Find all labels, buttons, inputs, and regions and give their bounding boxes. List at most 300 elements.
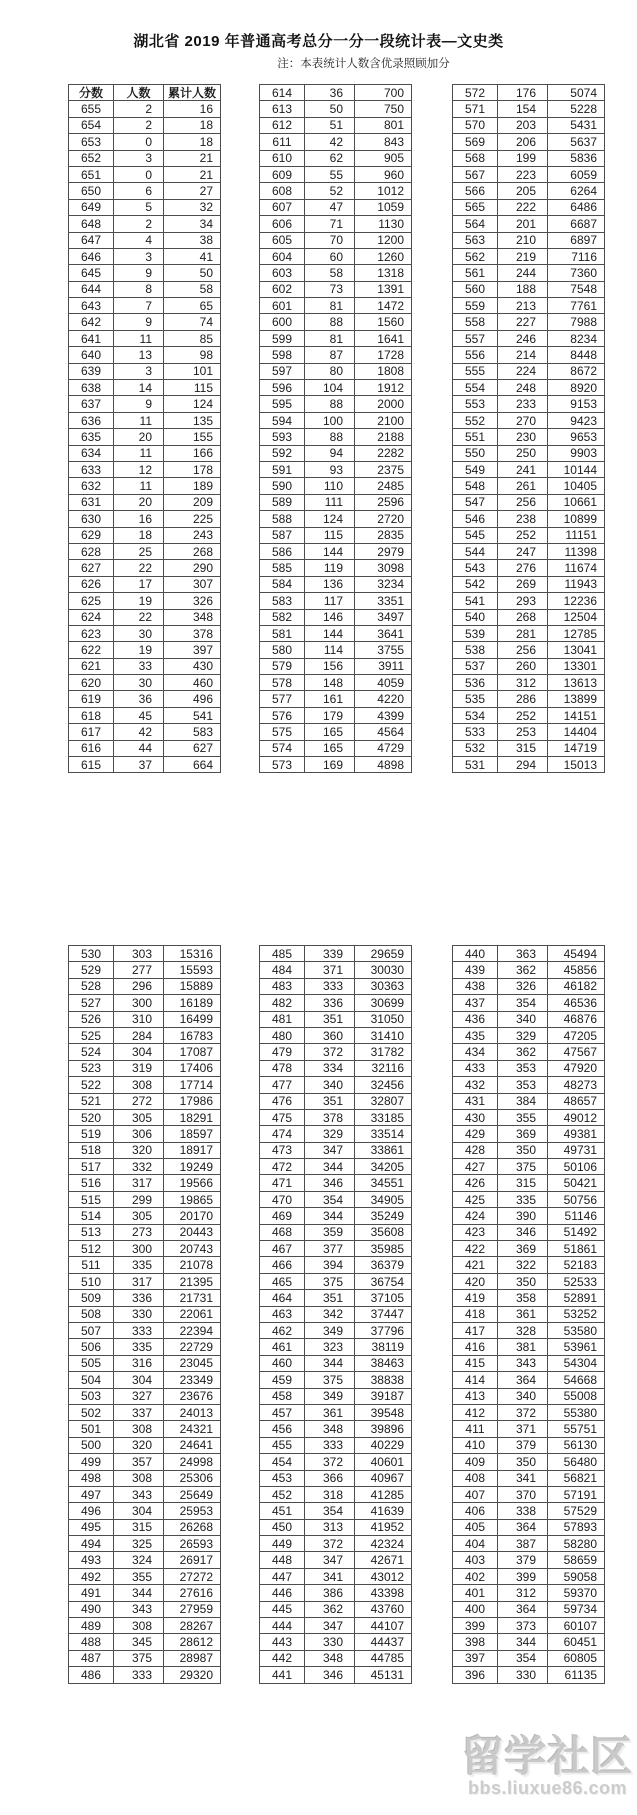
- cell-cumulative: 31050: [355, 1011, 412, 1027]
- cell-count: 17: [114, 576, 164, 592]
- cell-score: 484: [260, 962, 305, 978]
- score-table: [259, 84, 412, 773]
- cell-count: 296: [114, 978, 164, 994]
- cell-score: 423: [453, 1224, 498, 1240]
- cell-cumulative: 32116: [355, 1060, 412, 1076]
- column-header: 累计人数: [164, 85, 221, 101]
- table-row: [260, 962, 412, 978]
- cell-cumulative: 496: [164, 691, 221, 707]
- cell-score: 501: [69, 1421, 114, 1437]
- cell-score: 473: [260, 1142, 305, 1158]
- cell-count: 313: [305, 1519, 355, 1535]
- table-row: [453, 1421, 605, 1437]
- table-row: [260, 740, 412, 756]
- cell-score: 559: [453, 298, 498, 314]
- cell-score: 481: [260, 1011, 305, 1027]
- cell-cumulative: 13613: [548, 675, 605, 691]
- cell-score: 399: [453, 1618, 498, 1634]
- cell-count: 381: [498, 1339, 548, 1355]
- cell-cumulative: 59058: [548, 1568, 605, 1584]
- cell-score: 482: [260, 995, 305, 1011]
- cell-count: 247: [498, 543, 548, 559]
- table-row: [69, 166, 221, 182]
- cell-cumulative: 11674: [548, 560, 605, 576]
- cell-count: 347: [305, 1552, 355, 1568]
- cell-score: 617: [69, 724, 114, 740]
- cell-count: 8: [114, 281, 164, 297]
- cell-cumulative: 5431: [548, 117, 605, 133]
- table-row: [69, 1618, 221, 1634]
- cell-cumulative: 460: [164, 675, 221, 691]
- table-row: [453, 1322, 605, 1338]
- cell-cumulative: 41285: [355, 1486, 412, 1502]
- table-row: [260, 494, 412, 510]
- cell-count: 268: [498, 609, 548, 625]
- cell-score: 586: [260, 543, 305, 559]
- cell-count: 0: [114, 134, 164, 150]
- cell-cumulative: 17087: [164, 1044, 221, 1060]
- cell-cumulative: 9423: [548, 412, 605, 428]
- cell-count: 14: [114, 380, 164, 396]
- cell-count: 354: [305, 1503, 355, 1519]
- table-row: [69, 1536, 221, 1552]
- cell-count: 303: [114, 946, 164, 962]
- cell-count: 42: [305, 134, 355, 150]
- cell-count: 308: [114, 1077, 164, 1093]
- cell-cumulative: 15593: [164, 962, 221, 978]
- cell-cumulative: 1808: [355, 363, 412, 379]
- cell-cumulative: 29320: [164, 1667, 221, 1683]
- cell-score: 495: [69, 1519, 114, 1535]
- cell-cumulative: 42324: [355, 1536, 412, 1552]
- cell-score: 460: [260, 1355, 305, 1371]
- cell-cumulative: 23045: [164, 1355, 221, 1371]
- cell-cumulative: 1912: [355, 380, 412, 396]
- cell-cumulative: 29659: [355, 946, 412, 962]
- cell-count: 246: [498, 330, 548, 346]
- cell-score: 593: [260, 429, 305, 445]
- cell-count: 355: [498, 1109, 548, 1125]
- table-row: [453, 1536, 605, 1552]
- table-row: [69, 1191, 221, 1207]
- cell-score: 409: [453, 1454, 498, 1470]
- cell-score: 630: [69, 511, 114, 527]
- cell-cumulative: 32: [164, 199, 221, 215]
- cell-count: 344: [305, 1208, 355, 1224]
- table-row: [69, 478, 221, 494]
- cell-cumulative: 135: [164, 412, 221, 428]
- cell-score: 592: [260, 445, 305, 461]
- cell-count: 378: [305, 1109, 355, 1125]
- cell-count: 335: [114, 1339, 164, 1355]
- cell-score: 614: [260, 85, 305, 101]
- table-row: [69, 1585, 221, 1601]
- table-row: [453, 461, 605, 477]
- cell-count: 73: [305, 281, 355, 297]
- cell-cumulative: 58280: [548, 1536, 605, 1552]
- cell-score: 561: [453, 265, 498, 281]
- cell-cumulative: 14151: [548, 707, 605, 723]
- cell-cumulative: 38119: [355, 1339, 412, 1355]
- table-row: [260, 1224, 412, 1240]
- cell-count: 334: [305, 1060, 355, 1076]
- table-row: [260, 199, 412, 215]
- cell-score: 540: [453, 609, 498, 625]
- table-row: [69, 1060, 221, 1076]
- cell-score: 594: [260, 412, 305, 428]
- cell-cumulative: 21: [164, 166, 221, 182]
- score-table: [68, 84, 221, 773]
- cell-score: 462: [260, 1322, 305, 1338]
- cell-score: 499: [69, 1454, 114, 1470]
- cell-cumulative: 43760: [355, 1601, 412, 1617]
- cell-score: 572: [453, 85, 498, 101]
- cell-count: 315: [114, 1519, 164, 1535]
- cell-count: 348: [305, 1421, 355, 1437]
- cell-cumulative: 17986: [164, 1093, 221, 1109]
- cell-cumulative: 49012: [548, 1109, 605, 1125]
- cell-score: 624: [69, 609, 114, 625]
- cell-count: 379: [498, 1552, 548, 1568]
- cell-cumulative: 18: [164, 134, 221, 150]
- cell-score: 605: [260, 232, 305, 248]
- table-row: [260, 183, 412, 199]
- cell-count: 340: [498, 1388, 548, 1404]
- cell-cumulative: 35985: [355, 1241, 412, 1257]
- cell-count: 203: [498, 117, 548, 133]
- table-row: [260, 216, 412, 232]
- cell-cumulative: 44107: [355, 1618, 412, 1634]
- table-row: [453, 1224, 605, 1240]
- cell-count: 277: [114, 962, 164, 978]
- cell-count: 343: [498, 1355, 548, 1371]
- cell-cumulative: 905: [355, 150, 412, 166]
- cell-count: 248: [498, 380, 548, 396]
- cell-score: 635: [69, 429, 114, 445]
- cell-score: 407: [453, 1486, 498, 1502]
- column-header: 人数: [114, 85, 164, 101]
- cell-score: 436: [453, 1011, 498, 1027]
- cell-score: 397: [453, 1650, 498, 1666]
- cell-score: 508: [69, 1306, 114, 1322]
- cell-count: 339: [305, 946, 355, 962]
- cell-cumulative: 28987: [164, 1650, 221, 1666]
- cell-score: 406: [453, 1503, 498, 1519]
- cell-count: 146: [305, 609, 355, 625]
- cell-cumulative: 22061: [164, 1306, 221, 1322]
- cell-count: 206: [498, 134, 548, 150]
- table-row: [453, 527, 605, 543]
- cell-cumulative: 6486: [548, 199, 605, 215]
- cell-score: 463: [260, 1306, 305, 1322]
- table-row: [453, 1454, 605, 1470]
- cell-score: 653: [69, 134, 114, 150]
- table-row: [69, 1306, 221, 1322]
- cell-cumulative: 30030: [355, 962, 412, 978]
- cell-score: 404: [453, 1536, 498, 1552]
- table-row: [69, 150, 221, 166]
- cell-score: 566: [453, 183, 498, 199]
- cell-score: 506: [69, 1339, 114, 1355]
- cell-score: 483: [260, 978, 305, 994]
- table-row: [69, 1159, 221, 1175]
- cell-count: 320: [114, 1142, 164, 1158]
- cell-cumulative: 56130: [548, 1437, 605, 1453]
- cell-count: 362: [498, 962, 548, 978]
- table-row: [69, 609, 221, 625]
- cell-cumulative: 46536: [548, 995, 605, 1011]
- table-row: [260, 1519, 412, 1535]
- cell-score: 413: [453, 1388, 498, 1404]
- cell-score: 455: [260, 1437, 305, 1453]
- cell-cumulative: 74: [164, 314, 221, 330]
- cell-cumulative: 24321: [164, 1421, 221, 1437]
- cell-score: 560: [453, 281, 498, 297]
- table-row: [69, 1552, 221, 1568]
- cell-count: 165: [305, 724, 355, 740]
- table-row: [453, 724, 605, 740]
- table-row: [453, 166, 605, 182]
- cell-count: 375: [305, 1372, 355, 1388]
- cell-score: 510: [69, 1273, 114, 1289]
- cell-count: 44: [114, 740, 164, 756]
- cell-cumulative: 16: [164, 101, 221, 117]
- cell-count: 375: [498, 1159, 548, 1175]
- cell-count: 238: [498, 511, 548, 527]
- cell-score: 521: [69, 1093, 114, 1109]
- table-row: [260, 429, 412, 445]
- table-row: [260, 1667, 412, 1683]
- cell-count: 371: [498, 1421, 548, 1437]
- table-row: [69, 1601, 221, 1617]
- cell-cumulative: 41952: [355, 1519, 412, 1535]
- cell-cumulative: 31782: [355, 1044, 412, 1060]
- cell-score: 588: [260, 511, 305, 527]
- table-row: [260, 412, 412, 428]
- table-row: [260, 1339, 412, 1355]
- table-row: [260, 1585, 412, 1601]
- cell-cumulative: 3098: [355, 560, 412, 576]
- cell-score: 420: [453, 1273, 498, 1289]
- cell-cumulative: 10899: [548, 511, 605, 527]
- cell-cumulative: 166: [164, 445, 221, 461]
- cell-cumulative: 348: [164, 609, 221, 625]
- cell-count: 88: [305, 429, 355, 445]
- table-row: [260, 298, 412, 314]
- table-row: [69, 593, 221, 609]
- table-row: [260, 609, 412, 625]
- cell-score: 502: [69, 1404, 114, 1420]
- table-row: [69, 1126, 221, 1142]
- cell-cumulative: 7761: [548, 298, 605, 314]
- cell-score: 500: [69, 1437, 114, 1453]
- table-row: [69, 216, 221, 232]
- table-row: [453, 642, 605, 658]
- table-row: [453, 101, 605, 117]
- cell-cumulative: 57191: [548, 1486, 605, 1502]
- table-row: [260, 1175, 412, 1191]
- cell-cumulative: 2188: [355, 429, 412, 445]
- cell-cumulative: 47205: [548, 1027, 605, 1043]
- table-row: [69, 1454, 221, 1470]
- cell-cumulative: 1641: [355, 330, 412, 346]
- cell-score: 537: [453, 658, 498, 674]
- cell-score: 534: [453, 707, 498, 723]
- cell-score: 652: [69, 150, 114, 166]
- cell-cumulative: 30699: [355, 995, 412, 1011]
- cell-count: 25: [114, 543, 164, 559]
- cell-cumulative: 57529: [548, 1503, 605, 1519]
- cell-score: 440: [453, 946, 498, 962]
- cell-count: 340: [498, 1011, 548, 1027]
- cell-cumulative: 32456: [355, 1077, 412, 1093]
- cell-score: 544: [453, 543, 498, 559]
- table-row: [69, 1339, 221, 1355]
- cell-count: 93: [305, 461, 355, 477]
- cell-count: 300: [114, 1241, 164, 1257]
- table-row: [260, 314, 412, 330]
- cell-cumulative: 10144: [548, 461, 605, 477]
- table-row: [453, 150, 605, 166]
- table-row: [260, 1159, 412, 1175]
- table-row: [453, 117, 605, 133]
- table-row: [69, 494, 221, 510]
- cell-cumulative: 59734: [548, 1601, 605, 1617]
- cell-score: 416: [453, 1339, 498, 1355]
- table-row: [260, 658, 412, 674]
- cell-cumulative: 5228: [548, 101, 605, 117]
- cell-count: 276: [498, 560, 548, 576]
- cell-count: 205: [498, 183, 548, 199]
- cell-score: 414: [453, 1372, 498, 1388]
- cell-count: 364: [498, 1372, 548, 1388]
- cell-cumulative: 2485: [355, 478, 412, 494]
- cell-count: 359: [305, 1224, 355, 1240]
- cell-score: 491: [69, 1585, 114, 1601]
- cell-cumulative: 290: [164, 560, 221, 576]
- table-row: [69, 347, 221, 363]
- table-row: [260, 265, 412, 281]
- cell-score: 532: [453, 740, 498, 756]
- table-row: [260, 1093, 412, 1109]
- cell-cumulative: 51492: [548, 1224, 605, 1240]
- cell-count: 324: [114, 1552, 164, 1568]
- cell-cumulative: 1728: [355, 347, 412, 363]
- table-row: [453, 445, 605, 461]
- table-row: [453, 757, 605, 773]
- table-row: [260, 1404, 412, 1420]
- cell-count: 304: [114, 1372, 164, 1388]
- table-row: [453, 281, 605, 297]
- cell-count: 233: [498, 396, 548, 412]
- cell-count: 394: [305, 1257, 355, 1273]
- cell-cumulative: 9653: [548, 429, 605, 445]
- cell-cumulative: 45131: [355, 1667, 412, 1683]
- cell-count: 390: [498, 1208, 548, 1224]
- table-row: [260, 1372, 412, 1388]
- table-row: [453, 576, 605, 592]
- cell-cumulative: 48273: [548, 1077, 605, 1093]
- cell-score: 577: [260, 691, 305, 707]
- table-row: [260, 527, 412, 543]
- cell-count: 329: [498, 1027, 548, 1043]
- cell-cumulative: 55751: [548, 1421, 605, 1437]
- table-row: [69, 962, 221, 978]
- cell-score: 619: [69, 691, 114, 707]
- cell-count: 214: [498, 347, 548, 363]
- cell-score: 470: [260, 1191, 305, 1207]
- cell-score: 612: [260, 117, 305, 133]
- cell-score: 424: [453, 1208, 498, 1224]
- table-row: [453, 429, 605, 445]
- table-row: [260, 1273, 412, 1289]
- cell-score: 583: [260, 593, 305, 609]
- cell-count: 148: [305, 675, 355, 691]
- table-row: [453, 1011, 605, 1027]
- cell-score: 485: [260, 946, 305, 962]
- cell-count: 3: [114, 248, 164, 264]
- cell-count: 346: [305, 1667, 355, 1683]
- cell-score: 564: [453, 216, 498, 232]
- table-row: [260, 1536, 412, 1552]
- cell-score: 459: [260, 1372, 305, 1388]
- cell-score: 443: [260, 1634, 305, 1650]
- table-row: [260, 478, 412, 494]
- table-row: [453, 625, 605, 641]
- table-row: [69, 461, 221, 477]
- table-row: [453, 1060, 605, 1076]
- table-row: [453, 330, 605, 346]
- table-row: [260, 1601, 412, 1617]
- table-row: [453, 609, 605, 625]
- cell-score: 476: [260, 1093, 305, 1109]
- table-row: [453, 347, 605, 363]
- cell-score: 574: [260, 740, 305, 756]
- cell-cumulative: 57893: [548, 1519, 605, 1535]
- table-row: [260, 1355, 412, 1371]
- cell-score: 398: [453, 1634, 498, 1650]
- cell-cumulative: 21: [164, 150, 221, 166]
- cell-count: 293: [498, 593, 548, 609]
- cell-cumulative: 45494: [548, 946, 605, 962]
- cell-score: 402: [453, 1568, 498, 1584]
- cell-cumulative: 9903: [548, 445, 605, 461]
- cell-score: 478: [260, 1060, 305, 1076]
- cell-cumulative: 49731: [548, 1142, 605, 1158]
- cell-score: 487: [69, 1650, 114, 1666]
- cell-count: 210: [498, 232, 548, 248]
- table-row: [260, 946, 412, 962]
- table-row: [453, 543, 605, 559]
- table-row: [69, 445, 221, 461]
- cell-score: 641: [69, 330, 114, 346]
- table-row: [69, 1470, 221, 1486]
- cell-cumulative: 28612: [164, 1634, 221, 1650]
- cell-score: 607: [260, 199, 305, 215]
- cell-score: 538: [453, 642, 498, 658]
- cell-cumulative: 2100: [355, 412, 412, 428]
- cell-score: 513: [69, 1224, 114, 1240]
- table-row: [69, 1077, 221, 1093]
- cell-score: 553: [453, 396, 498, 412]
- cell-score: 590: [260, 478, 305, 494]
- cell-score: 480: [260, 1027, 305, 1043]
- cell-score: 571: [453, 101, 498, 117]
- table-row: [260, 1421, 412, 1437]
- cell-cumulative: 98: [164, 347, 221, 363]
- cell-score: 611: [260, 134, 305, 150]
- table-row: [453, 593, 605, 609]
